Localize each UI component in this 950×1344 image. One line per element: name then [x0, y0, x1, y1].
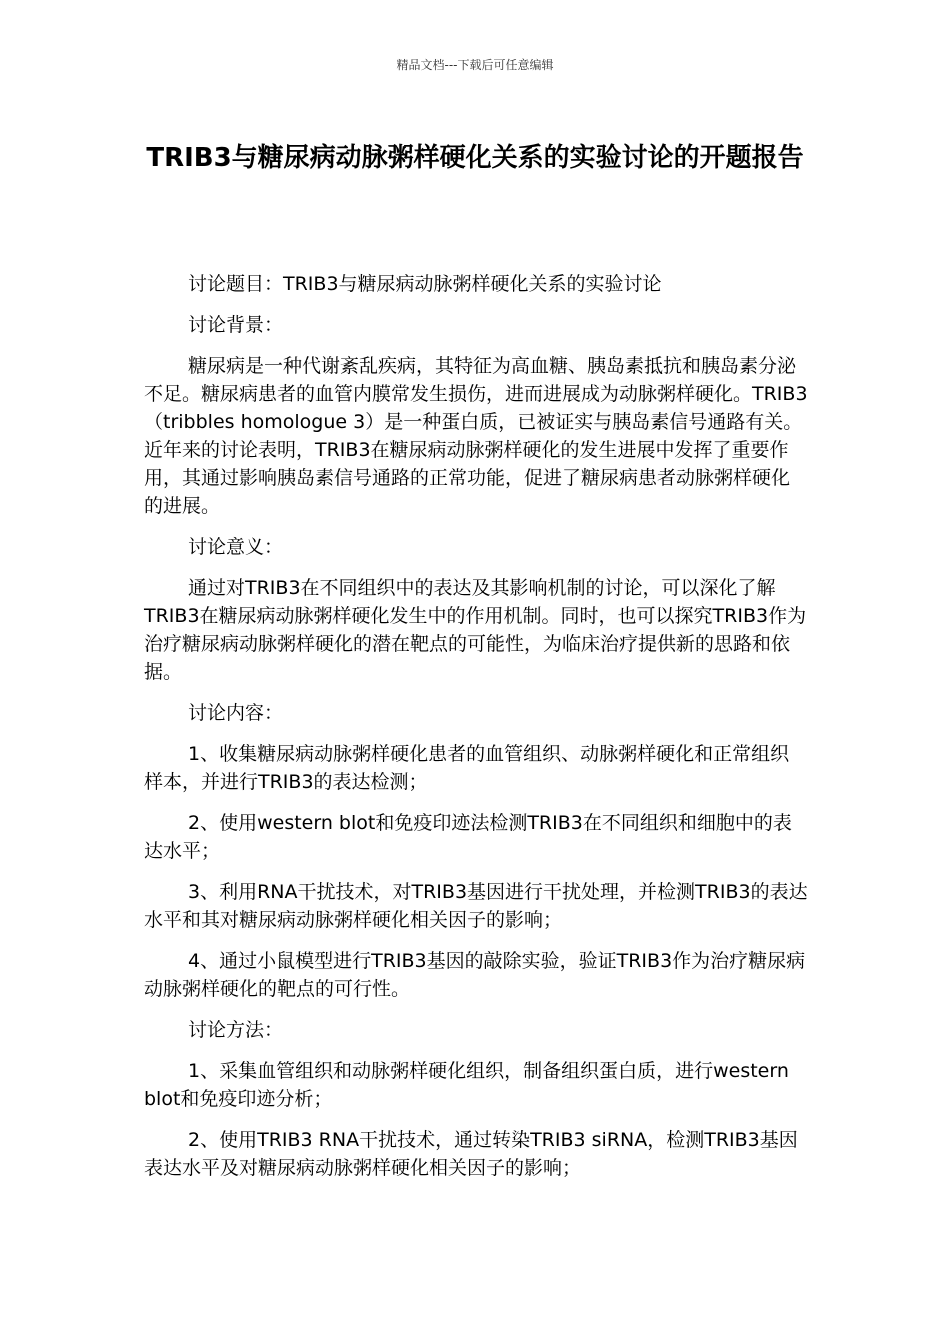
significance-paragraph: 通过对TRIB3在不同组织中的表达及其影响机制的讨论，可以深化了解TRIB3在糖尿病动脉粥样硬化发生中的作用机制。同时，也可以探究TRIB3作为治疗糖尿病动脉粥样硬化的潜在靶点的可能性，为临床治疗提供新的思路和依据。: [144, 577, 807, 683]
section-heading-content: 讨论内容：: [188, 702, 284, 724]
section-heading-background: 讨论背景：: [188, 314, 284, 336]
method-item-2: 2、使用TRIB3 RNA干扰技术，通过转染TRIB3 siRNA，检测TRIB3基因表达水平及对糖尿病动脉粥样硬化相关因子的影响；: [144, 1129, 798, 1179]
section-heading-significance: 讨论意义：: [188, 536, 284, 558]
method-item-1: 1、采集血管组织和动脉粥样硬化组织，制备组织蛋白质，进行western blot和免疫印迹分析；: [144, 1060, 789, 1110]
section-heading-methods: 讨论方法：: [188, 1019, 284, 1041]
content-item-4: 4、通过小鼠模型进行TRIB3基因的敲除实验，验证TRIB3作为治疗糖尿病动脉粥样硬化的靶点的可行性。: [144, 950, 806, 1000]
background-paragraph: 糖尿病是一种代谢紊乱疾病，其特征为高血糖、胰岛素抵抗和胰岛素分泌不足。糖尿病患者的血管内膜常发生损伤，进而进展成为动脉粥样硬化。TRIB3（tribbles homologue 3）是一种蛋白质，已被证实与胰岛素信号通路有关。近年来的讨论表明，TRIB3在糖尿病动脉粥样硬化的发生进展中发挥了重要作用，其通过影响胰岛素信号通路的正常功能，促进了糖尿病患者动脉粥样硬化的进展。: [144, 355, 808, 517]
content-item-2: 2、使用western blot和免疫印迹法检测TRIB3在不同组织和细胞中的表达水平；: [144, 812, 792, 862]
document-title: TRIB3与糖尿病动脉粥样硬化关系的实验讨论的开题报告: [146, 143, 804, 173]
document-body: [144, 270, 808, 1195]
content-item-3: 3、利用RNA干扰技术，对TRIB3基因进行干扰处理，并检测TRIB3的表达水平和其对糖尿病动脉粥样硬化相关因子的影响；: [144, 881, 808, 931]
topic-line: 讨论题目：TRIB3与糖尿病动脉粥样硬化关系的实验讨论: [188, 273, 662, 295]
header-note: 精品文档---下载后可任意编辑: [396, 58, 554, 72]
content-item-1: 1、收集糖尿病动脉粥样硬化患者的血管组织、动脉粥样硬化和正常组织样本，并进行TRIB3的表达检测；: [144, 743, 790, 793]
